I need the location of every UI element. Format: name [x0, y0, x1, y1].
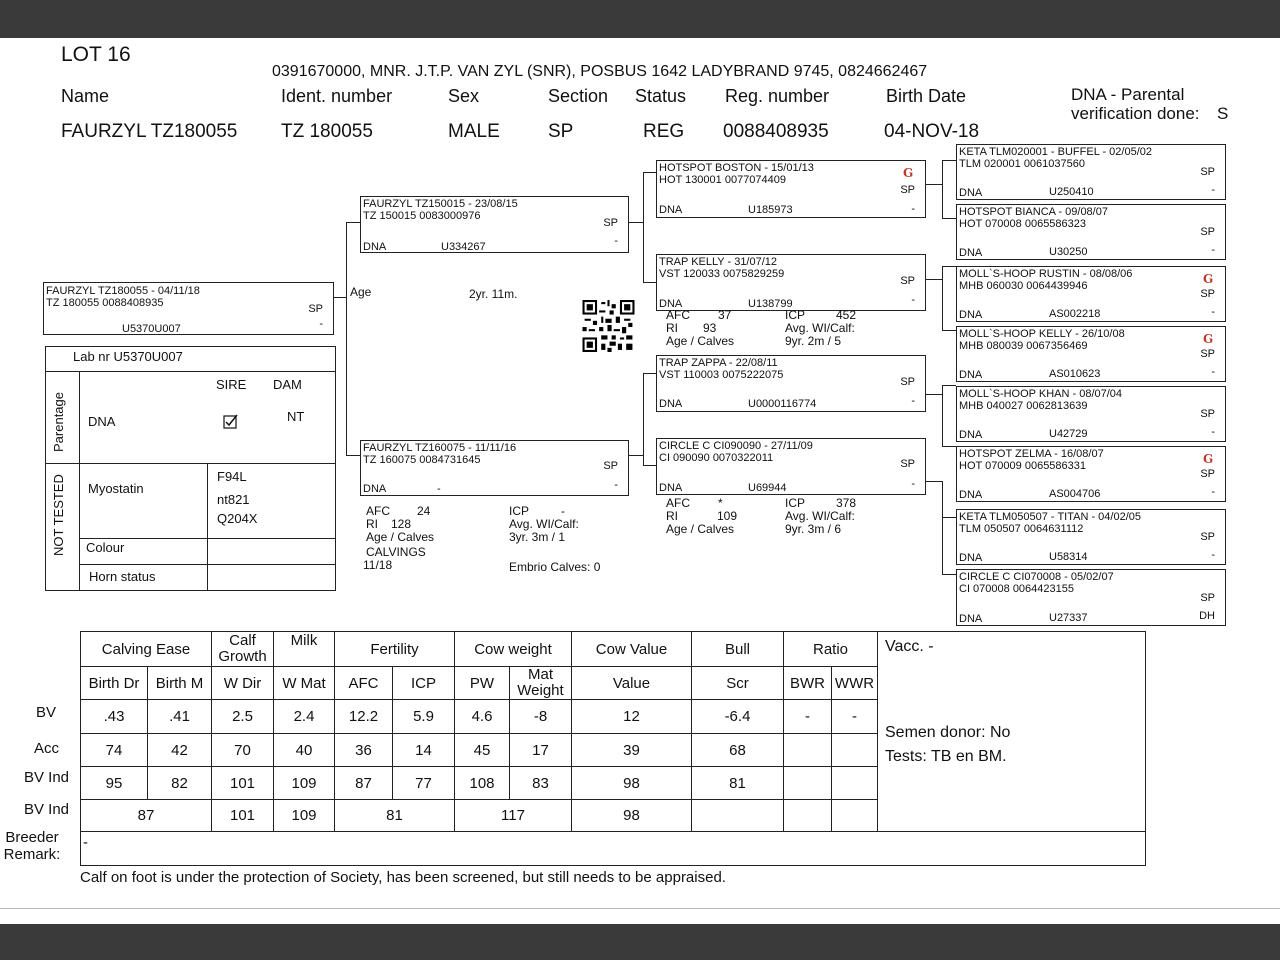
gg-section: SP: [1200, 408, 1215, 420]
gg-dash: -: [1211, 184, 1215, 196]
lab-dna-dam: NT: [287, 409, 305, 424]
lab-number: Lab nr U5370U007: [73, 349, 183, 364]
gg-id: HOT 070009 0065586331: [959, 460, 1087, 472]
footer-note: Calf on foot is under the protection of Society, has been screened, but still needs to be appraised.: [80, 869, 726, 886]
great-grandparent-box: [956, 569, 1226, 626]
dd-ri: 109: [717, 509, 738, 523]
acc-value-3: 40: [274, 734, 335, 767]
bvind-value-8: 98: [572, 767, 692, 800]
sire-sire-box: [656, 160, 926, 218]
dd-dna: U69944: [748, 482, 787, 494]
animal-dash: -: [319, 318, 323, 330]
acc-value-8: 39: [572, 734, 692, 767]
dam-dna-label: DNA: [363, 483, 387, 495]
gg-dna: U30250: [1049, 246, 1088, 258]
sire-box: [360, 196, 629, 253]
semen-donor: Semen donor: No: [885, 724, 1011, 741]
birth-label: Birth Date: [886, 86, 967, 106]
dd-icp-label: ICP: [785, 496, 806, 510]
bvind2-calving: 87: [81, 800, 212, 832]
dd-afc: *: [718, 496, 723, 510]
bvind-value-0: 95: [81, 767, 148, 800]
dna-value: S: [1217, 104, 1229, 123]
breeder-remark-label: Breeder Remark:: [3, 829, 61, 863]
dna-label-2: verification done:: [1071, 104, 1200, 123]
sire-section: SP: [603, 217, 618, 229]
breeding-values-table: [80, 631, 1146, 866]
status-value: REG: [643, 121, 685, 142]
myostatin-nt821: nt821: [217, 492, 250, 507]
page-bottom-rule: [0, 908, 1280, 909]
animal-section: SP: [308, 303, 323, 315]
dna-label-1: DNA - Parental: [1071, 85, 1185, 104]
dd-afc-label: AFC: [666, 496, 690, 510]
sub-header-9: Scr: [692, 667, 784, 700]
dam-calvings: 11/18: [363, 558, 393, 572]
colour-label: Colour: [86, 540, 125, 555]
ss-dna-label: DNA: [659, 204, 683, 216]
bvind-value-10: [784, 767, 832, 800]
gg-id: MHB 060030 0064439946: [959, 280, 1088, 292]
dd-ac-label: Age / Calves: [666, 522, 735, 536]
dd-title: CIRCLE C CI090090 - 27/11/09: [659, 440, 813, 452]
dd-dna-label: DNA: [659, 482, 683, 494]
bv-value-3: 2.4: [274, 700, 335, 734]
bvind2-growth: 101: [212, 800, 274, 832]
gg-dna-label: DNA: [959, 309, 983, 321]
bvind-value-5: 77: [393, 767, 455, 800]
ss-dna: U185973: [748, 204, 793, 216]
lot-number: LOT 16: [61, 43, 131, 66]
tests: Tests: TB en BM.: [885, 748, 1007, 765]
row-label-bv: BV: [36, 704, 57, 721]
gg-title: MOLL`S-HOOP RUSTIN - 08/08/06: [959, 268, 1133, 280]
dam-dam-box: [656, 438, 926, 495]
great-grandparent-box: [956, 266, 1226, 322]
gg-dash: DH: [1199, 610, 1215, 622]
dam-ac-label: Age / Calves: [366, 530, 435, 544]
sub-header-3: W Mat: [274, 667, 335, 700]
sire-dam-box: [656, 254, 926, 311]
gg-section: SP: [1200, 348, 1215, 360]
dam-ri-label: RI: [366, 517, 378, 531]
sd-dash: -: [911, 294, 915, 306]
great-grandparent-box: [956, 144, 1226, 200]
dam-ri: 128: [391, 517, 412, 531]
group-milk: Milk: [274, 632, 335, 667]
gg-id: CI 070008 0064423155: [959, 583, 1074, 595]
bvind-value-4: 87: [335, 767, 393, 800]
great-grandparent-box: [956, 509, 1226, 565]
sd-title: TRAP KELLY - 31/07/12: [659, 256, 778, 268]
dam-box: [360, 440, 629, 496]
name-value: FAURZYL TZ180055: [61, 121, 238, 142]
ds-dna-label: DNA: [659, 398, 683, 410]
great-grandparent-box: [956, 386, 1226, 442]
gg-dash: -: [1211, 306, 1215, 318]
sd-afc-label: AFC: [666, 308, 690, 322]
bvind-value-7: 83: [510, 767, 572, 800]
birth-value: 04-NOV-18: [884, 121, 980, 142]
sd-dna: U138799: [748, 298, 793, 310]
ss-dash: -: [911, 203, 915, 215]
sire-dash: -: [614, 235, 618, 247]
vacc-cell: [878, 632, 1146, 832]
owner-line: 0391670000, MNR. J.T.P. VAN ZYL (SNR), POSBUS 1642 LADYBRAND 9745, 0824662467: [272, 63, 928, 80]
sd-ac-label: Age / Calves: [666, 334, 735, 348]
dam-calvings-label: CALVINGS: [366, 545, 426, 559]
gg-id: MHB 080039 0067356469: [959, 340, 1088, 352]
lab-dna-label: DNA: [88, 414, 116, 429]
gg-dna: AS002218: [1049, 308, 1101, 320]
bv-value-4: 12.2: [335, 700, 393, 734]
gg-section: SP: [1200, 468, 1215, 480]
section-label: Section: [548, 86, 609, 106]
ds-title: TRAP ZAPPA - 22/08/11: [659, 357, 778, 369]
group-cow-weight: Cow weight: [455, 632, 572, 667]
sire-dna: U334267: [441, 241, 486, 253]
gg-dna: U27337: [1049, 612, 1088, 624]
dam-icp: -: [561, 504, 565, 518]
sd-icp: 452: [836, 308, 857, 322]
acc-value-2: 70: [212, 734, 274, 767]
gg-section: SP: [1200, 288, 1215, 300]
ident-value: TZ 180055: [281, 121, 373, 142]
bvind-value-1: 82: [148, 767, 212, 800]
bvind-value-2: 101: [212, 767, 274, 800]
myostatin-q204x: Q204X: [217, 511, 258, 526]
ds-id: VST 110003 0075222075: [659, 369, 784, 381]
ss-title: HOTSPOT BOSTON - 15/01/13: [659, 162, 814, 174]
bv-value-9: -6.4: [692, 700, 784, 734]
gg-title: HOTSPOT ZELMA - 16/08/07: [959, 448, 1104, 460]
sub-header-7: Mat Weight: [510, 667, 572, 700]
sd-ri: 93: [703, 321, 717, 335]
gg-section: SP: [1200, 531, 1215, 543]
bvind2-bull: [692, 800, 784, 832]
sub-header-8: Value: [572, 667, 692, 700]
myostatin-label: Myostatin: [88, 481, 144, 496]
group-calving-ease: Calving Ease: [81, 632, 212, 667]
group-ratio: Ratio: [784, 632, 878, 667]
ds-section: SP: [900, 376, 915, 388]
sub-header-1: Birth M: [148, 667, 212, 700]
bv-value-10: -: [784, 700, 832, 734]
gg-dash: -: [1211, 486, 1215, 498]
row-label-bvind-2: BV Ind: [24, 801, 70, 818]
acc-value-10: [784, 734, 832, 767]
acc-value-7: 17: [510, 734, 572, 767]
gg-title: HOTSPOT BIANCA - 09/08/07: [959, 206, 1108, 218]
bvind2-milk: 109: [274, 800, 335, 832]
gg-dna: U42729: [1049, 428, 1088, 440]
qr-code-icon: [582, 300, 635, 352]
bv-value-1: .41: [148, 700, 212, 734]
acc-value-4: 36: [335, 734, 393, 767]
dam-embrio: Embrio Calves: 0: [509, 560, 601, 574]
bv-value-2: 2.5: [212, 700, 274, 734]
parentage-label: Parentage: [51, 392, 66, 452]
dam-title: FAURZYL TZ160075 - 11/11/16: [363, 442, 517, 454]
sd-id: VST 120033 0075829259: [659, 268, 785, 280]
gg-dna-label: DNA: [959, 429, 983, 441]
bvind2-value: 98: [572, 800, 692, 832]
sub-header-6: PW: [455, 667, 510, 700]
sire-title: FAURZYL TZ150015 - 23/08/15: [363, 198, 518, 210]
sub-header-5: ICP: [393, 667, 455, 700]
sub-header-11: WWR: [832, 667, 878, 700]
dam-afc-label: AFC: [366, 504, 390, 518]
row-label-acc: Acc: [34, 740, 60, 757]
bv-value-6: 4.6: [455, 700, 510, 734]
lab-sire-header: SIRE: [216, 377, 247, 392]
sd-dna-label: DNA: [659, 298, 683, 310]
sd-icp-label: ICP: [785, 308, 806, 322]
society-logo-icon: G: [1203, 272, 1214, 286]
dd-ac: 9yr. 3m / 6: [785, 522, 842, 536]
sd-section: SP: [900, 275, 915, 287]
gg-title: MOLL`S-HOOP KHAN - 08/07/04: [959, 388, 1123, 400]
ident-label: Ident. number: [281, 86, 393, 106]
bvind2-weight: 117: [455, 800, 572, 832]
group-cow-value: Cow Value: [572, 632, 692, 667]
gg-dna-label: DNA: [959, 552, 983, 564]
gg-dna: U250410: [1049, 186, 1094, 198]
acc-value-0: 74: [81, 734, 148, 767]
age-value: 2yr. 11m.: [469, 287, 518, 301]
dd-ri-label: RI: [666, 509, 678, 523]
gg-dna-label: DNA: [959, 247, 983, 259]
reg-value: 0088408935: [723, 121, 829, 142]
great-grandparent-box: [956, 204, 1226, 260]
sub-header-4: AFC: [335, 667, 393, 700]
bv-value-0: .43: [81, 700, 148, 734]
dam-id: TZ 160075 0084731645: [363, 454, 481, 466]
vacc-text: Vacc. -: [885, 638, 934, 655]
dam-section: SP: [603, 460, 618, 472]
gg-dash: -: [1211, 426, 1215, 438]
gg-section: SP: [1200, 166, 1215, 178]
dam-sire-box: [656, 355, 926, 412]
bottom-bar: [0, 924, 1280, 960]
sire-id: TZ 150015 0083000976: [363, 210, 481, 222]
myostatin-f94l: F94L: [217, 469, 247, 484]
animal-title: FAURZYL TZ180055 - 04/11/18: [46, 285, 200, 297]
dd-wi-label: Avg. WI/Calf:: [785, 509, 855, 523]
lab-box: [45, 346, 336, 591]
group-fertility: Fertility: [335, 632, 455, 667]
sub-header-10: BWR: [784, 667, 832, 700]
age-label: Age: [350, 285, 372, 299]
ds-dash: -: [911, 395, 915, 407]
dam-wi-label: Avg. WI/Calf:: [509, 517, 579, 531]
animal-box: [43, 282, 334, 335]
sex-label: Sex: [448, 86, 480, 106]
status-label: Status: [635, 86, 687, 106]
bv-value-8: 12: [572, 700, 692, 734]
dd-section: SP: [900, 458, 915, 470]
society-logo-icon: G: [903, 166, 914, 180]
sd-afc: 37: [718, 308, 732, 322]
dd-dash: -: [911, 478, 915, 490]
not-tested-label: NOT TESTED: [51, 474, 66, 556]
breeder-remark-value: -: [81, 832, 1146, 866]
gg-title: MOLL`S-HOOP KELLY - 26/10/08: [959, 328, 1125, 340]
acc-value-5: 14: [393, 734, 455, 767]
great-grandparent-box: [956, 446, 1226, 502]
top-bar: [0, 0, 1280, 38]
bvind-value-3: 109: [274, 767, 335, 800]
acc-value-6: 45: [455, 734, 510, 767]
section-value: SP: [548, 121, 574, 142]
group-bull: Bull: [692, 632, 784, 667]
gg-dna-label: DNA: [959, 489, 983, 501]
bvind-value-9: 81: [692, 767, 784, 800]
acc-value-9: 68: [692, 734, 784, 767]
gg-id: HOT 070008 0065586323: [959, 218, 1087, 230]
gg-dna-label: DNA: [959, 613, 983, 625]
dd-icp: 378: [836, 496, 857, 510]
gg-id: MHB 040027 0062813639: [959, 400, 1088, 412]
society-logo-icon: G: [1203, 332, 1214, 346]
gg-dna: AS004706: [1049, 488, 1101, 500]
society-logo-icon: G: [1203, 452, 1214, 466]
gg-title: KETA TLM020001 - BUFFEL - 02/05/02: [959, 146, 1153, 158]
horn-status-label: Horn status: [89, 569, 156, 584]
sd-wi-label: Avg. WI/Calf:: [785, 321, 855, 335]
dam-ac: 3yr. 3m / 1: [509, 530, 566, 544]
group-calf-growth: Calf Growth: [212, 632, 274, 667]
sub-header-2: W Dir: [212, 667, 274, 700]
sire-dna-label: DNA: [363, 241, 387, 253]
bvind2-fertility: 81: [335, 800, 455, 832]
gg-dash: -: [1211, 366, 1215, 378]
ss-section: SP: [900, 184, 915, 196]
acc-value-1: 42: [148, 734, 212, 767]
gg-section: SP: [1200, 226, 1215, 238]
dam-dash: -: [614, 479, 618, 491]
bv-value-5: 5.9: [393, 700, 455, 734]
animal-dna: U5370U007: [122, 323, 181, 335]
gg-dna-label: DNA: [959, 187, 983, 199]
bvind-value-6: 108: [455, 767, 510, 800]
great-grandparent-box: [956, 326, 1226, 382]
bvind-value-11: [832, 767, 878, 800]
dam-icp-label: ICP: [509, 504, 530, 518]
gg-title: KETA TLM050507 - TITAN - 04/02/05: [959, 511, 1141, 523]
gg-id: TLM 020001 0061037560: [959, 158, 1085, 170]
dd-id: CI 090090 0070322011: [659, 452, 774, 464]
gg-dna-label: DNA: [959, 369, 983, 381]
gg-id: TLM 050507 0064631112: [959, 523, 1084, 535]
sd-ac: 9yr. 2m / 5: [785, 334, 842, 348]
sex-value: MALE: [448, 121, 500, 142]
row-label-bvind: BV Ind: [24, 769, 70, 786]
gg-title: CIRCLE C CI070008 - 05/02/07: [959, 571, 1114, 583]
sd-ri-label: RI: [666, 321, 678, 335]
sub-header-0: Birth Dr: [81, 667, 148, 700]
ss-id: HOT 130001 0077074409: [659, 174, 787, 186]
gg-section: SP: [1200, 592, 1215, 604]
lab-dam-header: DAM: [273, 377, 302, 392]
ds-dna: U0000116774: [748, 398, 817, 410]
bv-value-7: -8: [510, 700, 572, 734]
gg-dna: AS010623: [1049, 368, 1101, 380]
gg-dash: -: [1211, 244, 1215, 256]
bv-value-11: -: [832, 700, 878, 734]
gg-dash: -: [1211, 549, 1215, 561]
acc-value-11: [832, 734, 878, 767]
dam-afc: 24: [417, 504, 431, 518]
reg-label: Reg. number: [725, 86, 830, 106]
name-label: Name: [61, 86, 110, 106]
animal-id: TZ 180055 0088408935: [46, 297, 164, 309]
dam-dna: -: [437, 483, 441, 495]
checkbox-checked-icon: [223, 414, 238, 429]
gg-dna: U58314: [1049, 551, 1088, 563]
